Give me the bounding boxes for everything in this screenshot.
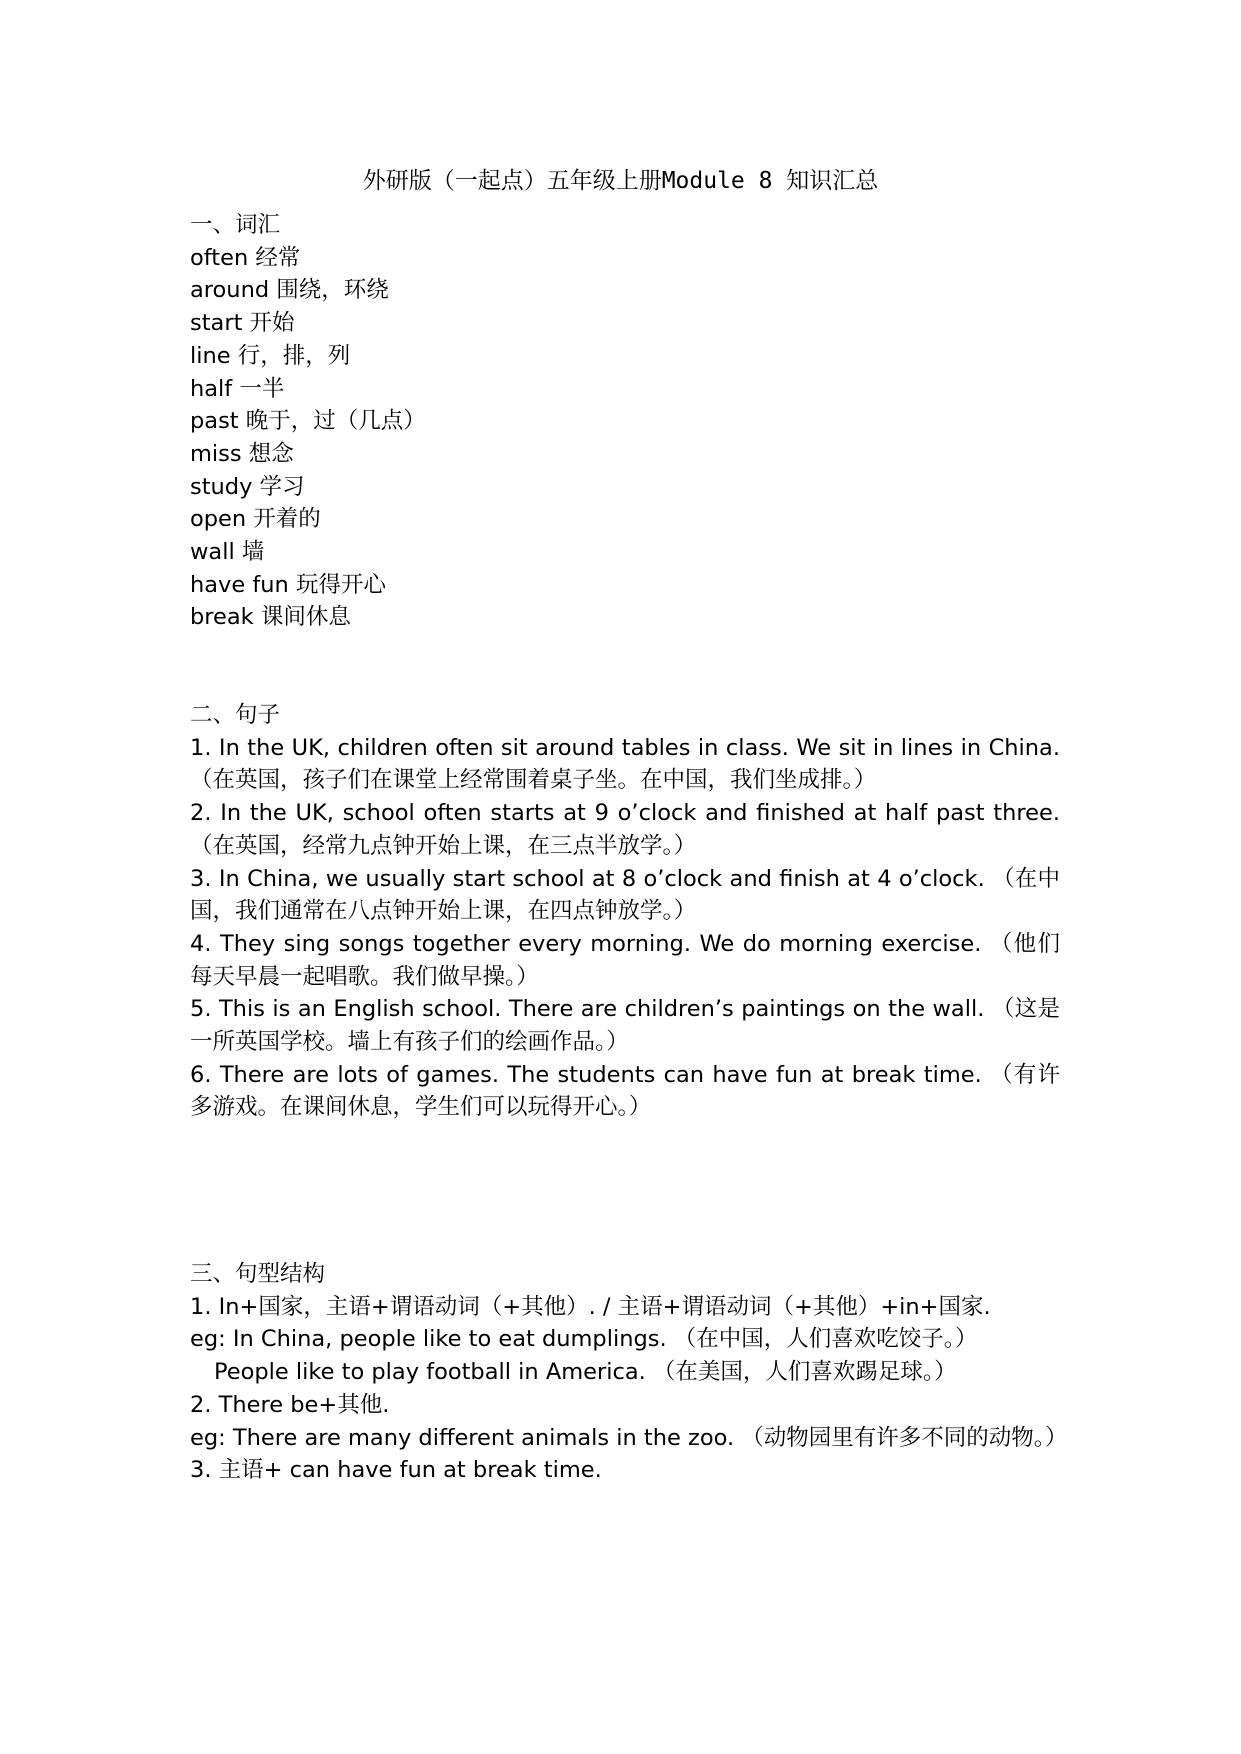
vocab-item: miss 想念 <box>190 440 294 467</box>
structure-example: eg: There are many different animals in the zoo. （动物园里有许多不同的动物。） <box>190 1424 1068 1451</box>
structure-example: People like to play football in America. （在美国，人们喜欢踢足球。） <box>214 1359 957 1386</box>
structure-line: 2. There be+其他. <box>190 1391 390 1418</box>
vocab-item: around 围绕，环绕 <box>190 277 389 304</box>
structure-example: eg: In China, people like to eat dumplings. （在中国，人们喜欢吃饺子。） <box>190 1326 978 1353</box>
document-title: 外研版（一起点）五年级上册Module 8 知识汇总 <box>362 168 879 194</box>
vocabulary-section <box>190 209 1060 634</box>
vocab-item: often 经常 <box>190 244 301 271</box>
section-heading: 一、词汇 <box>190 212 281 238</box>
sentences-section <box>190 699 1060 1124</box>
sentence-item: 1. In the UK, children often sit around tables in class. We sit in lines in China. （在英国，孩子们在课堂上经常围着桌子坐。在中国，我们坐成排。） <box>190 734 1060 794</box>
vocab-item: line 行，排，列 <box>190 342 351 369</box>
sentence-item: 6. There are lots of games. The students can have fun at break time. （有许多游戏。在课间休息，学生们可以玩得开心。） <box>190 1061 1060 1121</box>
vocab-item: break 课间休息 <box>190 604 351 631</box>
section-heading: 三、句型结构 <box>190 1261 326 1287</box>
vocab-item: have fun 玩得开心 <box>190 571 386 598</box>
vocab-item: open 开着的 <box>190 506 321 533</box>
vocab-item: study 学习 <box>190 473 305 500</box>
sentence-item: 3. In China, we usually start school at 8 o’clock and finish at 4 o’clock. （在中国，我们通常在八点钟开始上课，在四点钟放学。） <box>190 865 1060 925</box>
vocab-item: past 晚于，过（几点） <box>190 408 426 435</box>
vocab-item: start 开始 <box>190 310 295 337</box>
sentence-item: 5. This is an English school. There are children’s paintings on the wall. （这是一所英国学校。墙上有孩子们的绘画作品。） <box>190 996 1060 1056</box>
sentence-item: 2. In the UK, school often starts at 9 o’clock and finished at half past three. （在英国，经常九点钟开始上课，在三点半放学。） <box>190 800 1060 859</box>
section-heading: 二、句子 <box>190 702 281 728</box>
structure-line: 3. 主语+ can have fun at break time. <box>190 1457 602 1484</box>
structure-line: 1. In+国家，主语+谓语动词（+其他）. / 主语+谓语动词（+其他）+in+国家. <box>190 1293 991 1320</box>
structures-section <box>190 1258 1068 1487</box>
vocab-item: half 一半 <box>190 375 285 402</box>
sentence-item: 4. They sing songs together every morning. We do morning exercise. （他们每天早晨一起唱歌。我们做早操。） <box>190 930 1060 990</box>
vocab-item: wall 墙 <box>190 539 265 566</box>
